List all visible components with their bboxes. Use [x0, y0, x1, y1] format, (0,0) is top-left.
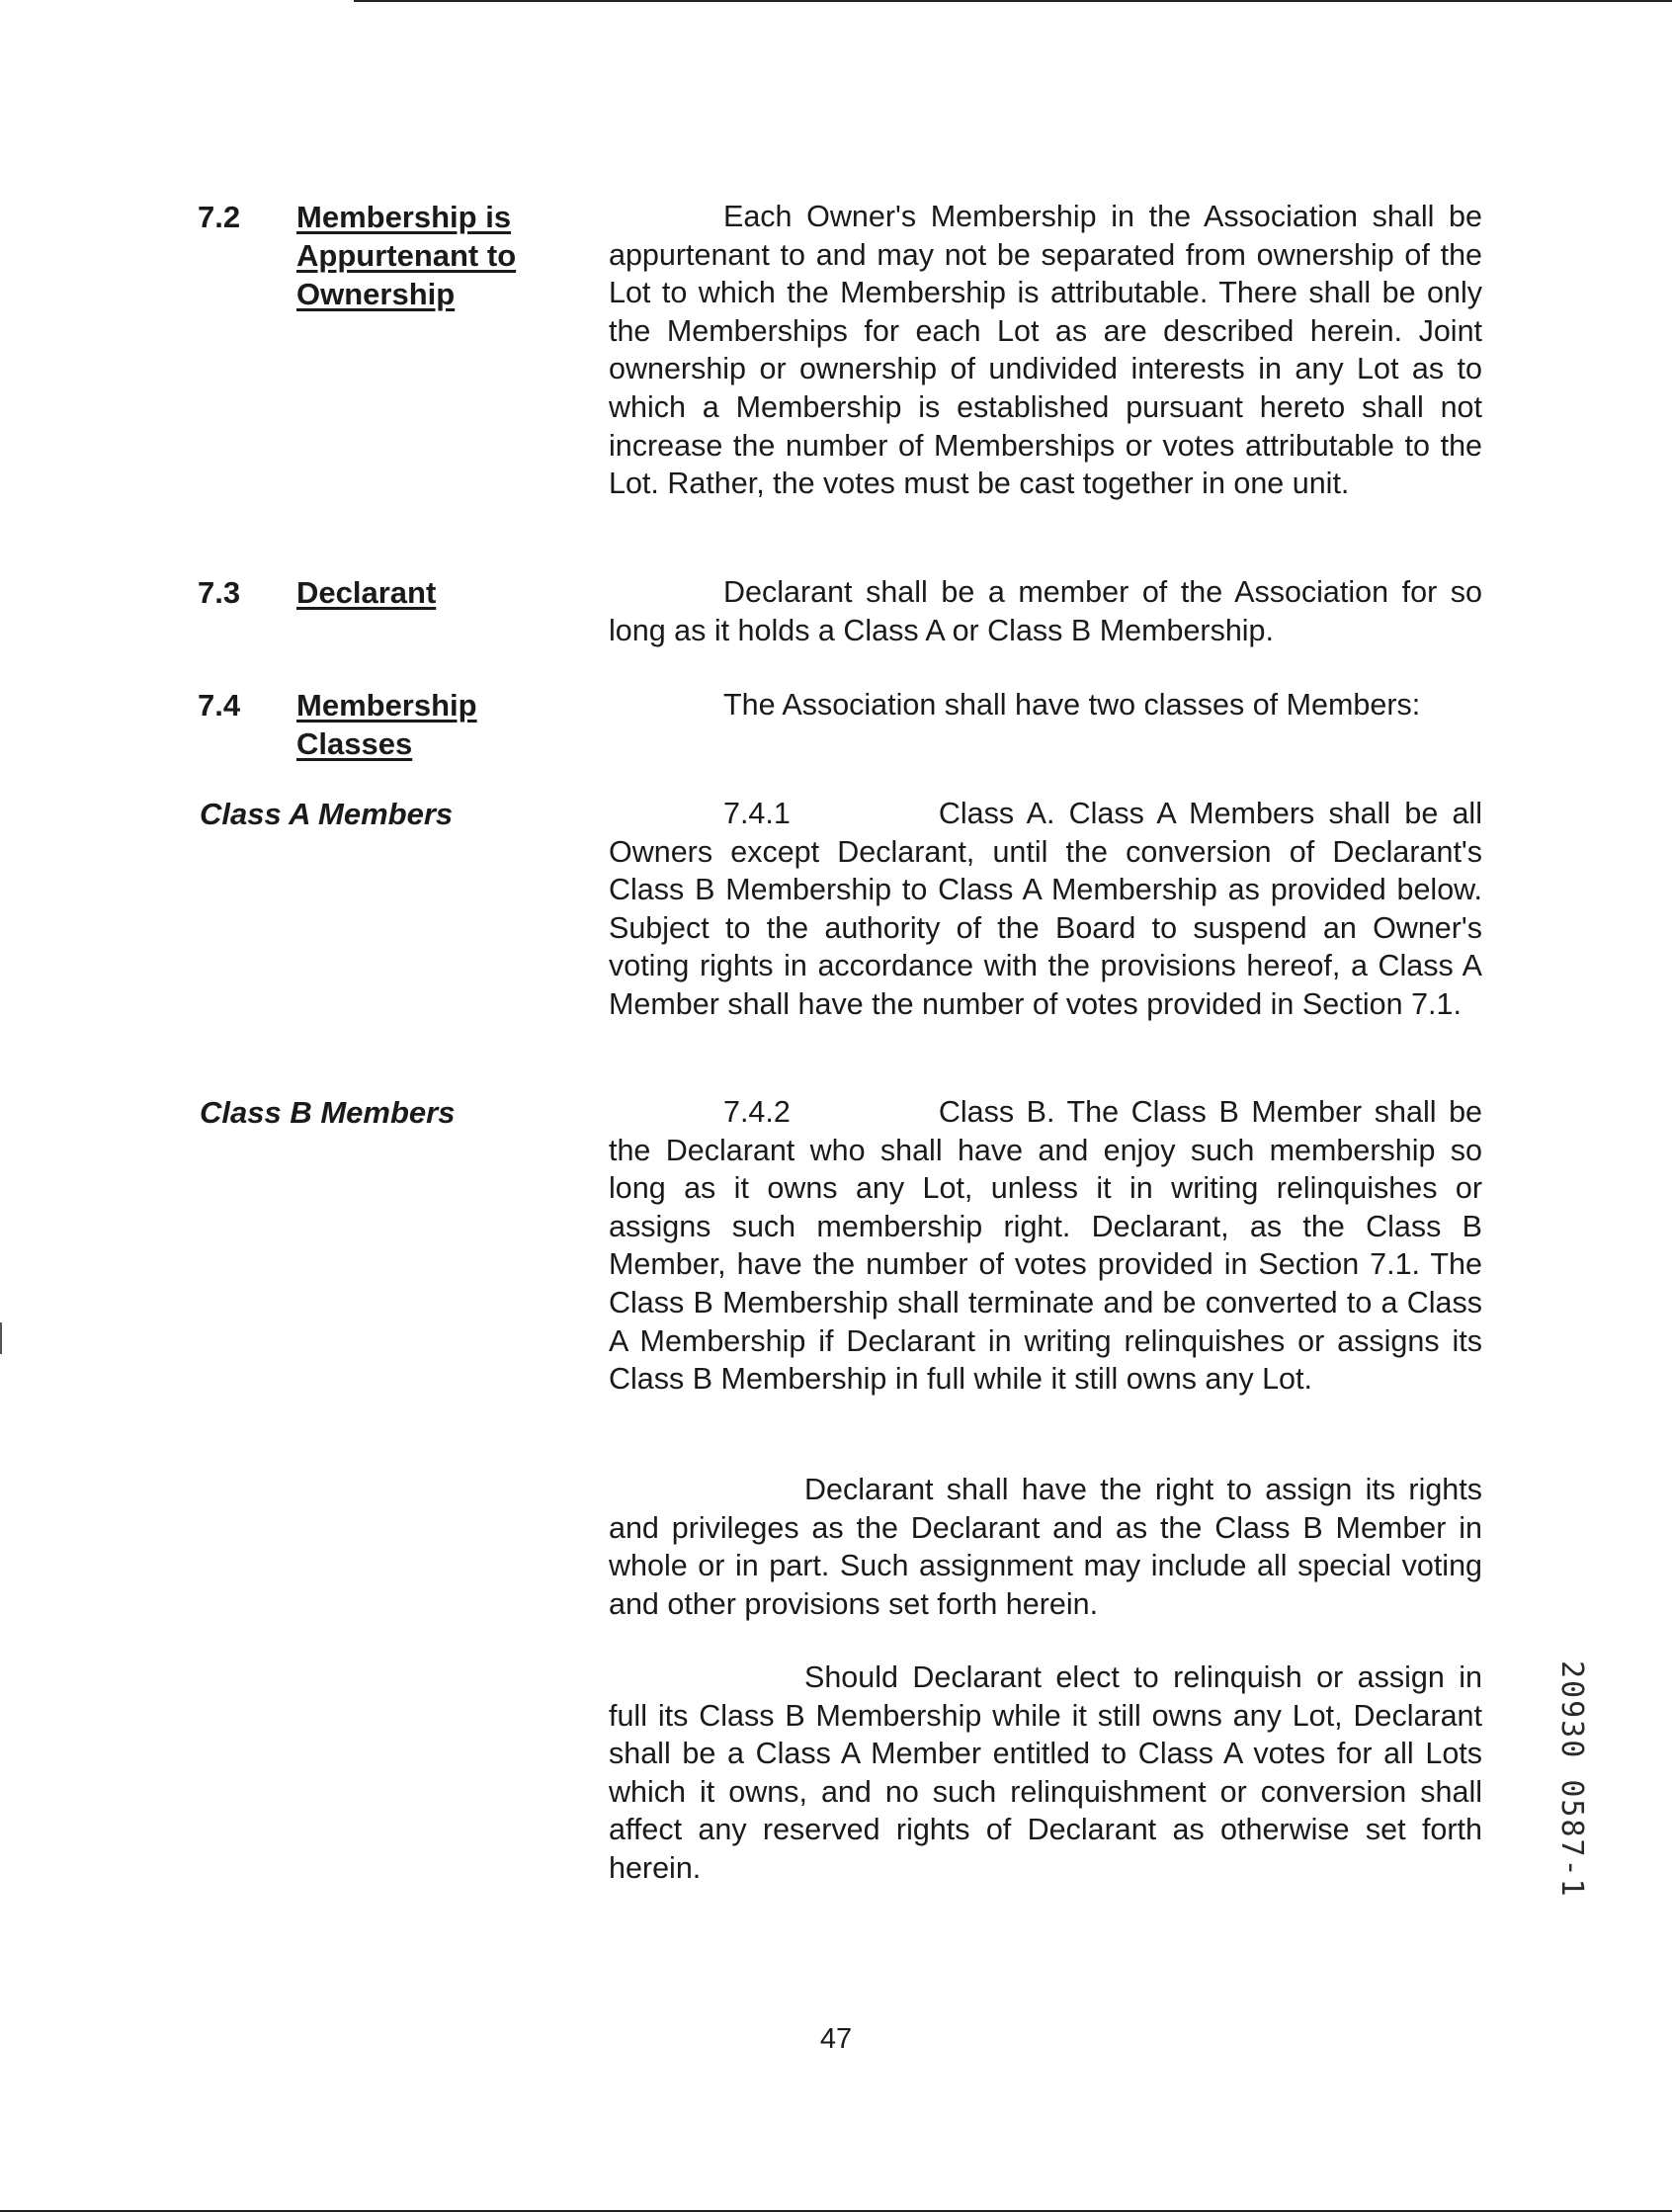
section-7-2-text: [609, 198, 1482, 503]
section-7-4-text: [609, 686, 1482, 724]
section-title-7-3: [296, 573, 436, 612]
section-number-7-2: 7.2: [198, 200, 241, 234]
relinquish-paragraph: [609, 1659, 1482, 1888]
section-7-3-text: [609, 573, 1482, 649]
paragraph-text: Should Declarant elect to relinquish or assign in full its Class B Membership while it still owns any Lot, Declarant shall be a Class A Member entitled to Class A votes for all Lots which it owns, and no such relinquishment or conversion shall affect any reserved rights of Declarant as otherwise set forth herein.: [609, 1660, 1482, 1885]
paragraph-text: The Association shall have two classes of Members:: [723, 688, 1421, 722]
class-a-label: Class A Members: [200, 797, 454, 831]
paragraph-text: Declarant shall be a member of the Association for so long as it holds a Class A or Class B Membership.: [609, 575, 1482, 647]
subsection-number-7-4-1: 7.4.1: [723, 797, 791, 830]
page-number: 47: [819, 2023, 853, 2055]
paragraph-text: Class A. Class A Members shall be all Owners except Declarant, until the conversion of Declarant's Class B Membership to Class A Membership as provided below. Subject to the authority of the Board to suspend an Owner's voting rights in accordance with the provisions hereof, a Class A Member shall have the number of votes provided in Section 7.1.: [609, 797, 1482, 1021]
paragraph-text: Class B. The Class B Member shall be the Declarant who shall have and enjoy such membership so long as it owns any Lot, unless it in writing relinquishes or assigns such membership right. Declarant, as the Class B Member, have the number of votes provided in Section 7.1. The Class B Membership shall terminate and be converted to a Class A Membership if Declarant in writing relinquishes or assigns its Class B Membership in full while it still owns any Lot.: [609, 1095, 1482, 1397]
section-title-line: Ownership: [296, 277, 456, 311]
paragraph-text: Each Owner's Membership in the Association shall be appurtenant to and may not be separated from ownership of the Lot to which the Membership is attributable. There shall be only the Memberships for each Lot as are described herein. Joint ownership or ownership of undivided interests in any Lot as to which a Membership is established pursuant hereto shall not increase the number of Memberships or votes attributable to the Lot. Rather, the votes must be cast together in one unit.: [609, 200, 1482, 501]
section-title-7-4: [296, 686, 477, 763]
class-a-text: [609, 795, 1482, 1024]
assignment-paragraph: [609, 1471, 1482, 1623]
section-title-7-2: [296, 198, 516, 313]
section-title-line: Appurtenant to: [296, 238, 517, 273]
section-title-line: Declarant: [296, 575, 437, 610]
section-number-7-4: 7.4: [198, 688, 241, 723]
section-title-line: Classes: [296, 726, 413, 761]
section-title-line: Membership is: [296, 200, 512, 234]
section-title-line: Membership: [296, 688, 477, 723]
subsection-number-7-4-2: 7.4.2: [723, 1095, 791, 1129]
paragraph-text: Declarant shall have the right to assign its rights and privileges as the Declarant and as the Class B Member in whole or in part. Such assignment may include all special voting and other provisions set forth herein.: [609, 1473, 1482, 1621]
class-b-text: [609, 1093, 1482, 1399]
class-b-label: Class B Members: [200, 1095, 456, 1130]
recording-stamp: 20930 0587-1: [1554, 1660, 1589, 1899]
section-number-7-3: 7.3: [198, 575, 241, 610]
